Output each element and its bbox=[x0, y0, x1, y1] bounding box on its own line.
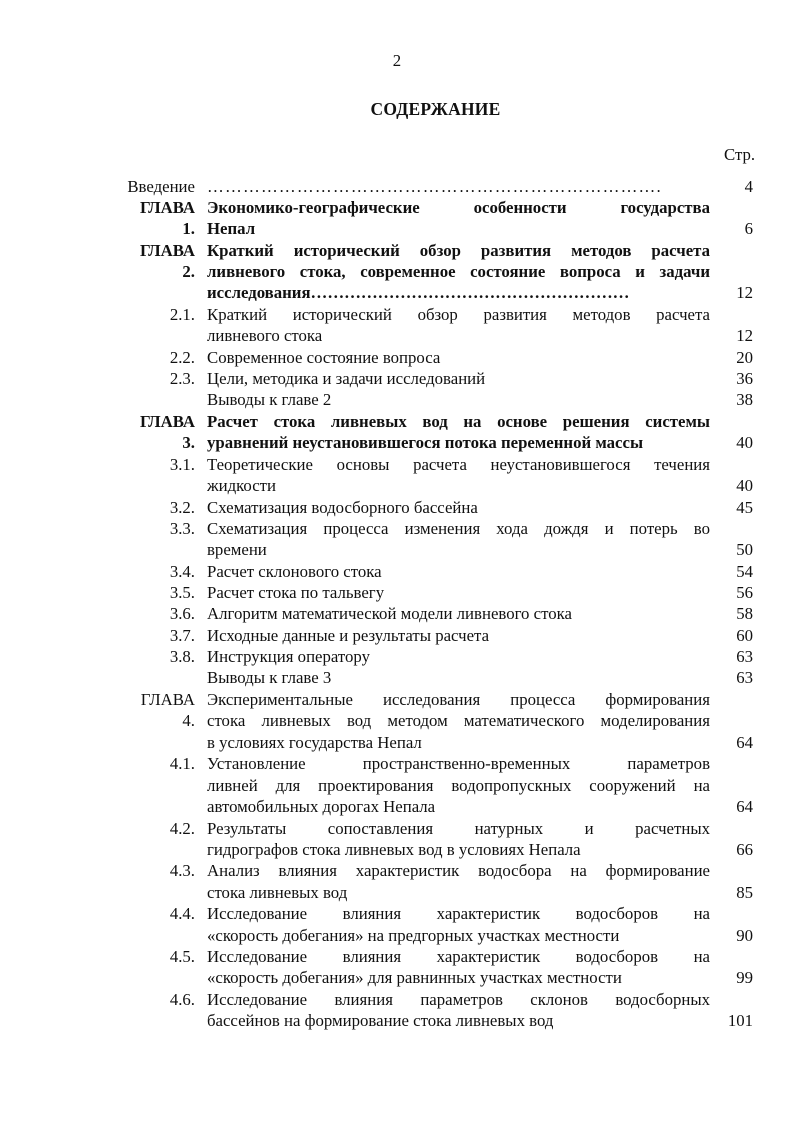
toc-entry-text: Исходные данные и результаты расчета bbox=[207, 626, 490, 645]
toc-entry-label: 3.3. bbox=[169, 519, 195, 538]
toc-entry-page: 63 bbox=[736, 647, 753, 666]
toc-entry-text: Анализ влияния характеристик водосбора на формирование bbox=[207, 861, 710, 880]
toc-entry-label: 3.8. bbox=[169, 647, 195, 666]
toc-entry-label: ГЛАВА bbox=[139, 198, 195, 217]
toc-entry-label: ГЛАВА bbox=[139, 412, 195, 431]
toc-entry-page: 36 bbox=[736, 369, 753, 388]
toc-entry-text: «скорость добегания» на предгорных участках местности bbox=[207, 926, 620, 945]
toc-entry-text: Схематизация водосборного бассейна bbox=[207, 498, 478, 517]
toc-entry-text: стока ливневых вод методом математического моделирования bbox=[207, 711, 710, 730]
toc-entry-label: 3.5. bbox=[169, 583, 195, 602]
toc-entry-label: 3.6. bbox=[169, 604, 195, 623]
toc-entry-label: 3.2. bbox=[169, 498, 195, 517]
toc-entry-text: Краткий исторический обзор развития методов расчета bbox=[207, 241, 710, 260]
toc-entry-label: 2.3. bbox=[169, 369, 195, 388]
toc-entry-text: исследования………………………………………………… bbox=[207, 283, 630, 302]
toc-entry-page: 101 bbox=[727, 1011, 753, 1030]
toc-entry-label: 2.1. bbox=[169, 305, 195, 324]
toc-entry-label: ГЛАВА bbox=[139, 241, 195, 260]
toc-entry-text: Непал bbox=[207, 219, 256, 238]
toc-entry-page: 85 bbox=[736, 883, 753, 902]
toc-entry-label: ГЛАВА bbox=[140, 690, 195, 709]
toc-entry-page: 45 bbox=[736, 498, 753, 517]
toc-entry-page: 38 bbox=[736, 390, 753, 409]
toc-entry-text: Исследование влияния параметров склонов водосборных bbox=[207, 990, 710, 1009]
toc-entry-label: 4.2. bbox=[169, 819, 195, 838]
toc-entry-text: ливневого стока, современное состояние вопроса и задачи bbox=[207, 262, 710, 281]
toc-entry-text: автомобильных дорогах Непала bbox=[207, 797, 436, 816]
toc-entry-page: 63 bbox=[736, 668, 753, 687]
toc-entry-label: 1. bbox=[182, 219, 195, 238]
toc-entry-label: 3. bbox=[182, 433, 195, 452]
toc-entry-label: 3.1. bbox=[169, 455, 195, 474]
toc-entry-text: Расчет стока ливневых вод на основе решения системы bbox=[207, 412, 710, 431]
toc-entry-page: 54 bbox=[736, 562, 753, 581]
toc-entry-label: 2. bbox=[182, 262, 195, 281]
toc-entry-text: ливней для проектирования водопропускных сооружений на bbox=[207, 776, 710, 795]
toc-entry-page: 64 bbox=[736, 733, 753, 752]
toc-entry-text: Экспериментальные исследования процесса формирования bbox=[207, 690, 710, 709]
toc-entry-label: 4.3. bbox=[169, 861, 195, 880]
toc-entry-page: 60 bbox=[736, 626, 753, 645]
toc-entry-label: Введение bbox=[127, 177, 195, 196]
toc-entry-text: Установление пространственно-временных параметров bbox=[207, 754, 710, 773]
toc-entry-text: жидкости bbox=[207, 476, 276, 495]
page-column-header: Стр. bbox=[724, 145, 756, 164]
toc-entry-label: 4.5. bbox=[169, 947, 195, 966]
toc-entry-text: Выводы к главе 3 bbox=[207, 668, 332, 687]
toc-entry-page: 20 bbox=[736, 348, 753, 367]
page-number: 2 bbox=[392, 51, 402, 70]
toc-entry-page: 12 bbox=[736, 283, 753, 302]
toc-entry-text: Современное состояние вопроса bbox=[207, 348, 441, 367]
toc-entry-text: …………………………………………………………………. bbox=[207, 177, 662, 196]
toc-entry-text: «скорость добегания» для равнинных участках местности bbox=[207, 968, 622, 987]
toc-entry-page: 90 bbox=[736, 926, 753, 945]
toc-entry-text: Инструкция оператору bbox=[207, 647, 370, 666]
toc-entry-text: Исследование влияния характеристик водосборов на bbox=[207, 904, 710, 923]
toc-entry-label: 4. bbox=[182, 711, 195, 730]
toc-entry-text: уравнений неустановившегося потока переменной массы bbox=[207, 433, 644, 452]
toc-entry-text: Расчет склонового стока bbox=[207, 562, 382, 581]
toc-entry-page: 66 bbox=[736, 840, 753, 859]
toc-entry-text: Краткий исторический обзор развития методов расчета bbox=[207, 305, 710, 324]
toc-entry-page: 64 bbox=[736, 797, 753, 816]
toc-entry-label: 2.2. bbox=[169, 348, 195, 367]
toc-entry-label: 3.4. bbox=[169, 562, 195, 581]
toc-entry-page: 4 bbox=[744, 177, 753, 196]
toc-entry-text: Цели, методика и задачи исследований bbox=[207, 369, 486, 388]
toc-entry-text: гидрографов стока ливневых вод в условиях Непала bbox=[207, 840, 581, 859]
toc-entry-text: Экономико-географические особенности государства bbox=[207, 198, 710, 217]
toc-entry-text: Схематизация процесса изменения хода дождя и потерь во bbox=[207, 519, 710, 538]
toc-entry-text: Исследование влияния характеристик водосборов на bbox=[207, 947, 710, 966]
toc-entry-page: 12 bbox=[736, 326, 753, 345]
toc-entry-text: ливневого стока bbox=[207, 326, 323, 345]
toc-entry-page: 56 bbox=[736, 583, 753, 602]
toc-entry-page: 40 bbox=[736, 476, 753, 495]
toc-entry-text: Выводы к главе 2 bbox=[207, 390, 332, 409]
toc-entry-text: Расчет стока по тальвегу bbox=[207, 583, 385, 602]
toc-entry-label: 4.4. bbox=[169, 904, 195, 923]
toc-entry-text: Теоретические основы расчета неустановившегося течения bbox=[207, 455, 710, 474]
toc-entry-label: 3.7. bbox=[169, 626, 195, 645]
toc-entry-page: 40 bbox=[736, 433, 753, 452]
toc-entry-label: 4.1. bbox=[169, 754, 195, 773]
toc-entry-text: времени bbox=[207, 540, 267, 559]
toc-entry-text: бассейнов на формирование стока ливневых вод bbox=[207, 1011, 554, 1030]
toc-entry-text: стока ливневых вод bbox=[207, 883, 348, 902]
page-title: СОДЕРЖАНИЕ bbox=[370, 99, 501, 119]
toc-entry-page: 99 bbox=[736, 968, 753, 987]
toc-entry-label: 4.6. bbox=[169, 990, 195, 1009]
toc-entry-text: Алгоритм математической модели ливневого стока bbox=[207, 604, 572, 623]
toc-entry-text: Результаты сопоставления натурных и расчетных bbox=[207, 819, 710, 838]
toc-entry-page: 50 bbox=[736, 540, 753, 559]
toc-entry-page: 6 bbox=[744, 219, 753, 238]
toc-entry-page: 58 bbox=[736, 604, 753, 623]
toc-entry-text: в условиях государства Непал bbox=[207, 733, 422, 752]
